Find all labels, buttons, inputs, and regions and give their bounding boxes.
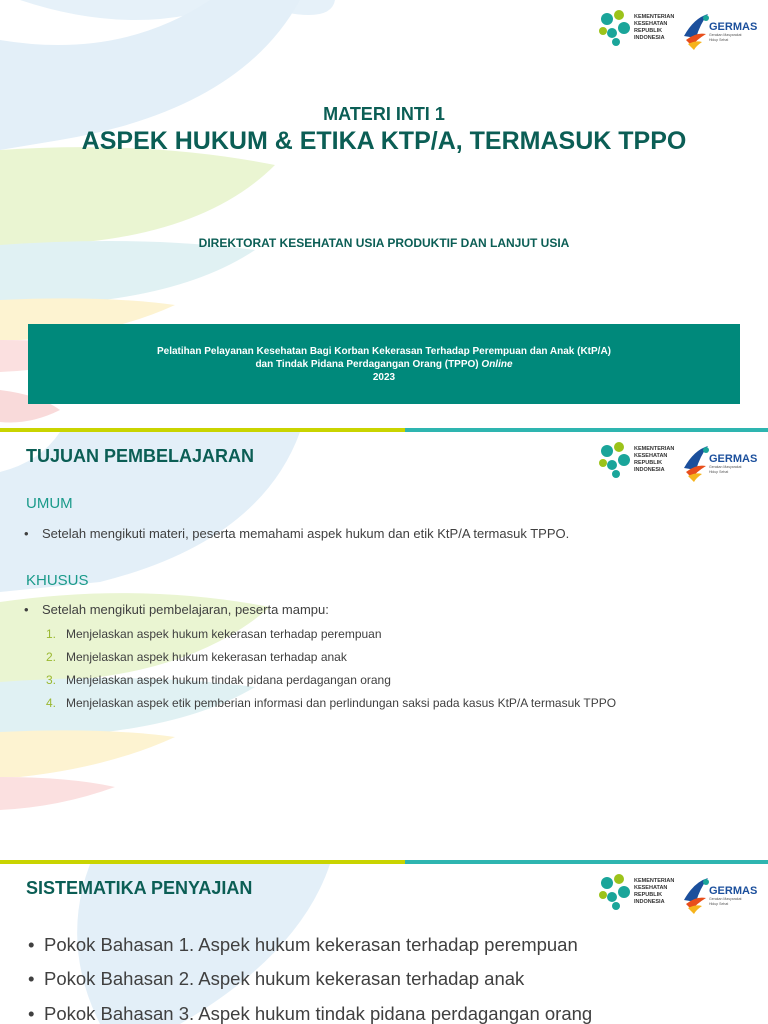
directorate-label: DIREKTORAT KESEHATAN USIA PRODUKTIF DAN LANJUT USIA [198,236,570,250]
kemenkes-text-1: KEMENTERIAN [634,878,675,884]
khusus-bullet [24,602,329,617]
banner-year: 2023 [372,371,396,383]
kemenkes-text-2: KESEHATAN [634,885,668,891]
list-item-text: Menjelaskan aspek hukum kekerasan terhadap perempuan [66,627,382,641]
training-banner [28,324,740,404]
umum-bullet [24,526,569,541]
banner-line-2-text: dan Tindak Pidana Perdagangan Orang (TPPO) [255,358,479,370]
header-logos [596,870,762,916]
germas-text: GERMAS [709,885,758,897]
slide-heading: TUJUAN PEMBELAJARAN [26,446,255,466]
kemenkes-text-3: REPUBLIK [634,28,663,34]
list-item [28,968,524,990]
germas-logo-icon [684,14,709,50]
list-item-text: Pokok Bahasan 1. Aspek hukum kekerasan terhadap perempuan [44,934,578,955]
germas-logo-icon [684,878,709,914]
bullet-marker: • [24,526,29,541]
germas-tagline-2: Hidup Sehat [709,902,729,906]
germas-tagline-2: Hidup Sehat [709,470,729,474]
list-item-number: 1. [46,627,57,641]
list-item-text: Menjelaskan aspek hukum tindak pidana perdagangan orang [66,673,391,687]
kemenkes-text-4: INDONESIA [634,467,665,473]
list-item [46,696,616,710]
bullet-marker: • [24,602,29,617]
kemenkes-text-1: KEMENTERIAN [634,446,675,452]
banner-online-italic: Online [481,358,513,370]
slide-learning-objectives [0,432,768,860]
list-item-number: 4. [46,696,57,710]
list-item-text: Pokok Bahasan 3. Aspek hukum tindak pidana perdagangan orang [44,1003,593,1024]
banner-line-2 [28,358,740,371]
kemenkes-text-2: KESEHATAN [634,21,668,27]
list-item [46,673,391,687]
kemenkes-logo-icon [599,874,630,910]
germas-text: GERMAS [709,21,758,33]
list-item-number: 2. [46,650,57,664]
list-item-text: Pokok Bahasan 2. Aspek hukum kekerasan terhadap anak [44,968,525,989]
germas-tagline-1: Gerakan Masyarakat [709,33,742,37]
list-item-text: Menjelaskan aspek hukum kekerasan terhadap anak [66,650,347,664]
bullet-marker: • [28,968,35,989]
kemenkes-text-2: KESEHATAN [634,453,668,459]
list-item [28,1003,592,1024]
germas-text: GERMAS [709,453,758,465]
kemenkes-text-3: REPUBLIK [634,460,663,466]
bullet-marker: • [28,1003,35,1024]
germas-tagline-1: Gerakan Masyarakat [709,465,742,469]
umum-bullet-text: Setelah mengikuti materi, peserta memahami aspek hukum dan etik KtP/A termasuk TPPO. [42,526,570,541]
kemenkes-text-1: KEMENTERIAN [634,14,675,20]
kemenkes-text-4: INDONESIA [634,35,665,41]
list-item-number: 3. [46,673,57,687]
list-item [46,650,347,664]
umum-heading: UMUM [26,495,73,512]
khusus-bullet-text: Setelah mengikuti pembelajaran, peserta mampu: [42,602,329,617]
slide-subtitle: MATERI INTI 1 [323,104,445,124]
bullet-marker: • [28,934,35,955]
germas-tagline-2: Hidup Sehat [709,38,729,42]
khusus-heading: KHUSUS [26,572,89,589]
germas-tagline-1: Gerakan Masyarakat [709,897,742,901]
header-logos [596,438,762,484]
list-item [28,934,578,956]
slide-heading: SISTEMATIKA PENYAJIAN [26,878,253,898]
kemenkes-text-4: INDONESIA [634,899,665,905]
header-logos [596,6,762,52]
kemenkes-logo-icon [599,10,630,46]
slide-presentation-outline [0,864,768,1024]
list-item-text: Menjelaskan aspek etik pemberian informasi dan perlindungan saksi pada kasus KtP/A termasuk TPPO [66,696,617,710]
kemenkes-logo-icon [599,442,630,478]
germas-logo-icon [684,446,709,482]
kemenkes-text-3: REPUBLIK [634,892,663,898]
banner-line-1: Pelatihan Pelayanan Kesehatan Bagi Korban Kekerasan Terhadap Perempuan dan Anak (KtP/A) [156,345,612,357]
slide-main-title: ASPEK HUKUM & ETIKA KTP/A, TERMASUK TPPO [81,127,687,155]
list-item [46,627,382,641]
slide-title [0,0,768,428]
